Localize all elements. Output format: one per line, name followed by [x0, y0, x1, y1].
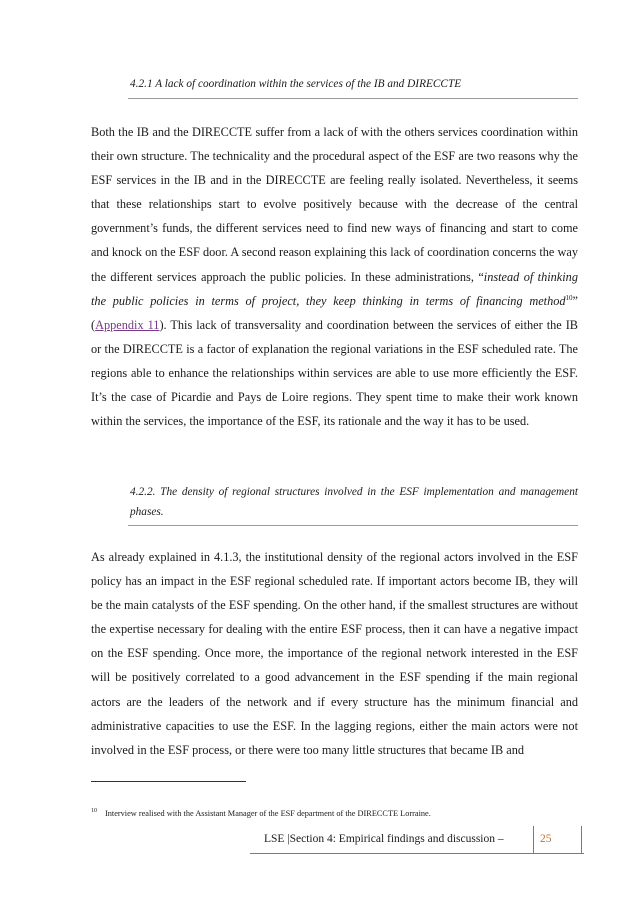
heading-underline: [128, 98, 578, 99]
paragraph-coordination: [91, 120, 578, 433]
section-heading-4-2-2: 4.2.2. The density of regional structures involved in the ESF implementation and management phases.: [130, 486, 578, 518]
page-footer: [250, 826, 584, 854]
footer-divider: [533, 826, 534, 854]
quote-close: ” (: [91, 293, 578, 332]
paragraph-text: ). This lack of transversality and coordination between the services of either the IB or the DIRECCTE is a factor of explanation the regional variations in the ESF scheduled rate. The regions able to enhance the relationships within services are able to use more efficiently the ESF. It’s the case of Picardie and Pays de Loire regions. They spent time to make their work known within the services, the importance of the ESF, its rationale and the way it has to be used.: [91, 317, 578, 429]
interview-quote: instead of thinking the public policies in terms of project, they keep thinking in terms of financing method: [91, 269, 578, 308]
footnote-number: 10: [91, 808, 97, 815]
footnote-separator: [91, 781, 246, 782]
page-number: 25: [540, 833, 552, 845]
appendix-link[interactable]: Appendix 11: [95, 317, 160, 332]
footer-rule: [250, 853, 584, 854]
footnote-reference[interactable]: 10: [565, 293, 573, 302]
paragraph-text: Both the IB and the DIRECCTE suffer from a lack of with the others services coordination within their own structure. The technicality and the procedural aspect of the ESF are two reasons why the ESF services in the IB and in the DIRECCTE are feeling really isolated. Nevertheless, it seems that these relationships start to evolve positively because with the decrease of the central government’s funds, the different services need to find new ways of financing and start to come and knock on the ESF door. A second reason explaining this lack of coordination concerns the way the different services approach the public policies. In these administrations, “: [91, 125, 578, 284]
section-heading-4-2-1: 4.2.1 A lack of coordination within the services of the IB and DIRECCTE: [130, 78, 462, 90]
footnote-text: Interview realised with the Assistant Manager of the ESF department of the DIRECCTE Lorraine.: [105, 809, 431, 818]
paragraph-density: As already explained in 4.1.3, the institutional density of the regional actors involved in the ESF policy has an impact in the ESF regional scheduled rate. If important actors become IB, they will be the main catalysts of the ESF spending. On the other hand, if the smallest structures are without the expertise necessary for dealing with the entire ESF process, then it can have a negative impact on the ESF spending. Once more, the importance of the regional network interested in the ESF will be positively correlated to a good advancement in the ESF spending if the main regional actors are the leaders of the network and if every structure has the minimum financial and administrative capacities to use the ESF. In the lagging regions, either the main actors were not involved in the ESF process, or there were too many little structures that became IB and: [91, 550, 578, 757]
footer-section-title: LSE |Section 4: Empirical findings and discussion –: [264, 833, 504, 845]
heading-underline: [128, 525, 578, 526]
footer-divider: [581, 826, 582, 854]
footnote: [91, 808, 571, 819]
